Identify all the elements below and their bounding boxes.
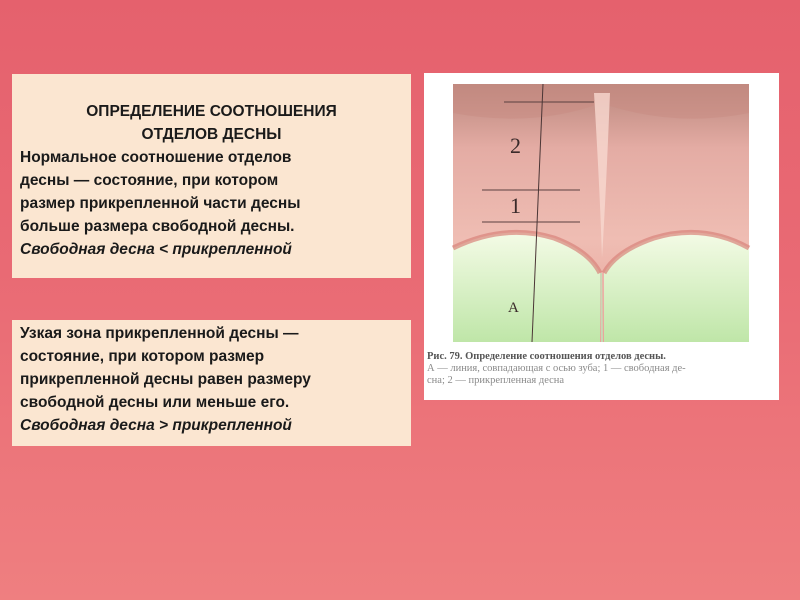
text-line: больше размера свободной десны. [20,218,295,235]
caption-line: сна; 2 — прикрепленная десна [427,375,565,386]
gum-figure [424,73,779,400]
emphasis-line: Свободная десна > прикрепленной [20,417,292,434]
gum-photo [424,73,779,348]
figure-caption [427,351,777,387]
text-line: размер прикрепленной части десны [20,195,301,212]
text-line: свободной десны или меньше его. [20,394,290,411]
emphasis-line: Свободная десна < прикрепленной [20,241,292,258]
heading-line-2: ОТДЕЛОВ ДЕСНЫ [141,126,282,143]
text-line: прикрепленной десны равен размеру [20,371,311,388]
caption-title: Рис. 79. Определение соотношения отделов десны. [427,351,666,362]
label-axis-a: A [508,300,519,316]
label-attached-gum: 2 [510,133,521,158]
definition-box-narrow [12,320,411,446]
label-free-gum: 1 [510,193,521,218]
definition-box-normal [12,74,411,278]
text-line: десны — состояние, при котором [20,172,279,189]
heading-line-1: ОПРЕДЕЛЕНИЕ СООТНОШЕНИЯ [86,103,337,120]
text-line: состояние, при котором размер [20,348,265,365]
caption-line: А — линия, совпадающая с осью зуба; 1 — свободная де- [427,363,686,374]
text-line: Нормальное соотношение отделов [20,149,292,166]
tooth-gap [601,273,602,342]
text-line: Узкая зона прикрепленной десны — [20,325,299,342]
